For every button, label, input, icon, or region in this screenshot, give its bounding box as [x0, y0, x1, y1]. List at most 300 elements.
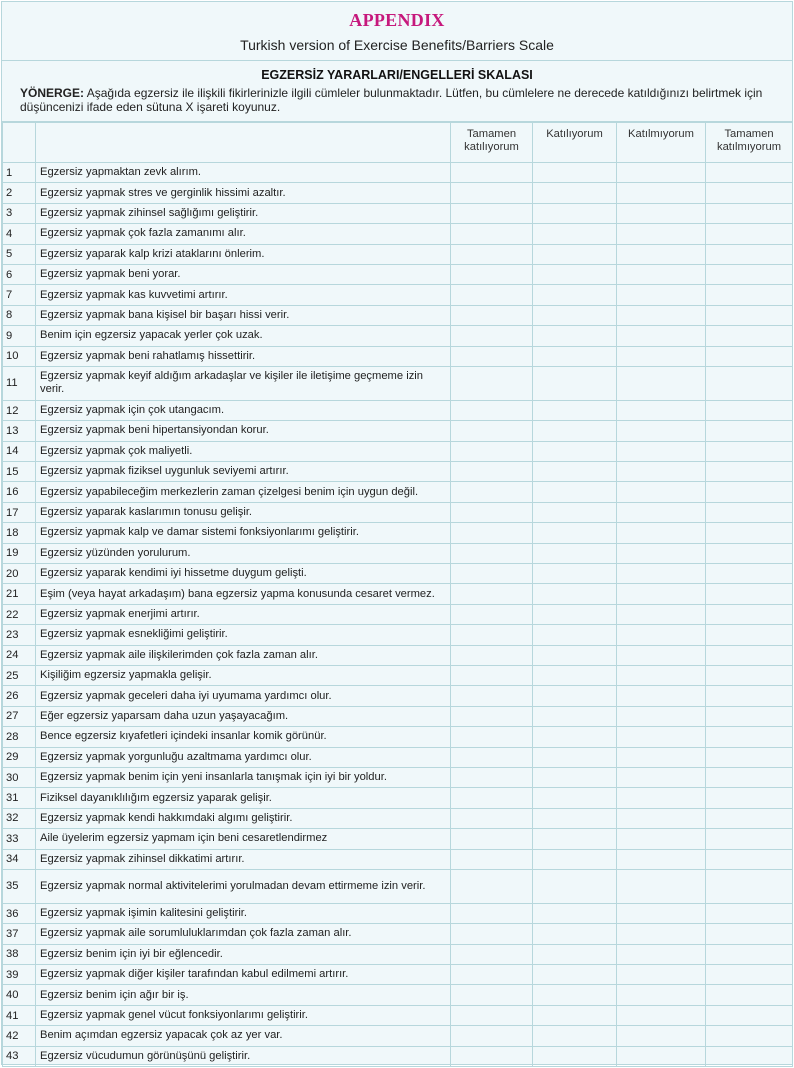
answer-strongly-agree[interactable] — [451, 706, 533, 726]
title-block — [2, 2, 792, 61]
item-number: 43 — [3, 1046, 36, 1066]
item-statement: Egzersiz yapmak diğer kişiler tarafından kabul edilmemi artırır. — [36, 965, 451, 985]
table-row — [3, 645, 793, 665]
answer-disagree[interactable] — [617, 849, 706, 869]
answer-strongly-disagree[interactable] — [706, 462, 793, 482]
answer-agree[interactable] — [533, 400, 617, 420]
answer-disagree[interactable] — [617, 421, 706, 441]
answer-strongly-agree[interactable] — [451, 564, 533, 584]
item-statement: Egzersiz yapmak keyif aldığım arkadaşlar ve kişiler ile iletişime geçmeme izin verir. — [36, 366, 451, 400]
header-statement — [36, 123, 451, 163]
answer-disagree[interactable] — [617, 1026, 706, 1046]
item-number: 35 — [3, 869, 36, 903]
answer-strongly-agree[interactable] — [451, 163, 533, 183]
table-row — [3, 584, 793, 604]
answer-strongly-disagree[interactable] — [706, 1046, 793, 1066]
answer-agree[interactable] — [533, 747, 617, 767]
answer-disagree[interactable] — [617, 400, 706, 420]
item-statement: Egzersiz yapmak enerjimi artırır. — [36, 604, 451, 624]
answer-agree[interactable] — [533, 1026, 617, 1046]
answer-agree[interactable] — [533, 706, 617, 726]
table-row — [3, 829, 793, 849]
table-row — [3, 305, 793, 325]
answer-agree[interactable] — [533, 244, 617, 264]
answer-agree[interactable] — [533, 441, 617, 461]
item-statement: Egzersiz yapmaktan zevk alırım. — [36, 163, 451, 183]
answer-agree[interactable] — [533, 224, 617, 244]
answer-strongly-agree[interactable] — [451, 584, 533, 604]
answer-agree[interactable] — [533, 1005, 617, 1025]
answer-strongly-disagree[interactable] — [706, 543, 793, 563]
answer-strongly-agree[interactable] — [451, 400, 533, 420]
answer-agree[interactable] — [533, 203, 617, 223]
answer-agree[interactable] — [533, 788, 617, 808]
table-row — [3, 869, 793, 903]
table-row — [3, 421, 793, 441]
item-number: 37 — [3, 924, 36, 944]
answer-disagree[interactable] — [617, 346, 706, 366]
item-number: 29 — [3, 747, 36, 767]
item-number: 20 — [3, 564, 36, 584]
item-statement: Egzersiz yapmak stres ve gerginlik hissimi azaltır. — [36, 183, 451, 203]
item-number: 3 — [3, 203, 36, 223]
answer-strongly-disagree[interactable] — [706, 305, 793, 325]
answer-strongly-agree[interactable] — [451, 1005, 533, 1025]
item-number: 19 — [3, 543, 36, 563]
answer-strongly-agree[interactable] — [451, 543, 533, 563]
answer-agree[interactable] — [533, 366, 617, 400]
answer-agree[interactable] — [533, 829, 617, 849]
item-number: 5 — [3, 244, 36, 264]
item-number: 25 — [3, 665, 36, 685]
item-statement: Egzersiz yapmak genel vücut fonksiyonlarımı geliştirir. — [36, 1005, 451, 1025]
item-number: 15 — [3, 462, 36, 482]
table-row — [3, 346, 793, 366]
answer-disagree[interactable] — [617, 686, 706, 706]
answer-agree[interactable] — [533, 665, 617, 685]
answer-strongly-agree[interactable] — [451, 788, 533, 808]
answer-strongly-agree[interactable] — [451, 808, 533, 828]
answer-disagree[interactable] — [617, 965, 706, 985]
item-statement: Egzersiz yapmak fiziksel uygunluk seviyemi artırır. — [36, 462, 451, 482]
answer-strongly-disagree[interactable] — [706, 849, 793, 869]
instruction — [2, 86, 792, 114]
answer-strongly-disagree[interactable] — [706, 183, 793, 203]
answer-strongly-disagree[interactable] — [706, 224, 793, 244]
item-number: 4 — [3, 224, 36, 244]
answer-strongly-disagree[interactable] — [706, 645, 793, 665]
item-statement: Egzersiz yapmak çok maliyetli. — [36, 441, 451, 461]
instruction-label: YÖNERGE: — [20, 86, 85, 100]
answer-disagree[interactable] — [617, 604, 706, 624]
answer-agree[interactable] — [533, 944, 617, 964]
table-row — [3, 502, 793, 522]
appendix-subtitle: Turkish version of Exercise Benefits/Barriers Scale — [240, 37, 554, 53]
item-statement: Eğer egzersiz yaparsam daha uzun yaşayacağım. — [36, 706, 451, 726]
answer-disagree[interactable] — [617, 224, 706, 244]
answer-disagree[interactable] — [617, 564, 706, 584]
answer-strongly-disagree[interactable] — [706, 441, 793, 461]
answer-strongly-disagree[interactable] — [706, 903, 793, 923]
answer-strongly-disagree[interactable] — [706, 985, 793, 1005]
answer-disagree[interactable] — [617, 462, 706, 482]
item-number: 21 — [3, 584, 36, 604]
answer-strongly-disagree[interactable] — [706, 366, 793, 400]
table-row — [3, 244, 793, 264]
answer-strongly-disagree[interactable] — [706, 665, 793, 685]
answer-strongly-agree[interactable] — [451, 767, 533, 787]
item-statement: Egzersiz benim için iyi bir eğlencedir. — [36, 944, 451, 964]
answer-disagree[interactable] — [617, 543, 706, 563]
answer-strongly-disagree[interactable] — [706, 1005, 793, 1025]
answer-strongly-agree[interactable] — [451, 183, 533, 203]
table-row — [3, 727, 793, 747]
answer-strongly-disagree[interactable] — [706, 747, 793, 767]
answer-disagree[interactable] — [617, 747, 706, 767]
item-statement: Egzersiz yapmak işimin kalitesini geliştirir. — [36, 903, 451, 923]
item-number: 2 — [3, 183, 36, 203]
answer-strongly-agree[interactable] — [451, 264, 533, 284]
answer-strongly-agree[interactable] — [451, 747, 533, 767]
answer-disagree[interactable] — [617, 326, 706, 346]
answer-strongly-agree[interactable] — [451, 686, 533, 706]
answer-strongly-disagree[interactable] — [706, 1026, 793, 1046]
item-number: 26 — [3, 686, 36, 706]
answer-disagree[interactable] — [617, 727, 706, 747]
table-row — [3, 1026, 793, 1046]
answer-strongly-agree[interactable] — [451, 1026, 533, 1046]
item-number: 36 — [3, 903, 36, 923]
answer-strongly-disagree[interactable] — [706, 346, 793, 366]
item-number: 1 — [3, 163, 36, 183]
answer-strongly-disagree[interactable] — [706, 604, 793, 624]
table-row — [3, 523, 793, 543]
table-row — [3, 665, 793, 685]
answer-disagree[interactable] — [617, 625, 706, 645]
answer-strongly-disagree[interactable] — [706, 686, 793, 706]
answer-agree[interactable] — [533, 346, 617, 366]
answer-strongly-agree[interactable] — [451, 462, 533, 482]
table-row — [3, 767, 793, 787]
answer-agree[interactable] — [533, 543, 617, 563]
table-row — [3, 849, 793, 869]
answer-disagree[interactable] — [617, 706, 706, 726]
table-row — [3, 625, 793, 645]
answer-disagree[interactable] — [617, 903, 706, 923]
item-statement: Egzersiz yapmak kalp ve damar sistemi fonksiyonlarımı geliştirir. — [36, 523, 451, 543]
answer-disagree[interactable] — [617, 645, 706, 665]
answer-agree[interactable] — [533, 421, 617, 441]
item-statement: Egzersiz yaparak kendimi iyi hissetme duygum gelişti. — [36, 564, 451, 584]
answer-strongly-agree[interactable] — [451, 441, 533, 461]
answer-strongly-disagree[interactable] — [706, 502, 793, 522]
answer-agree[interactable] — [533, 462, 617, 482]
table-row — [3, 366, 793, 400]
item-statement: Egzersiz benim için ağır bir iş. — [36, 985, 451, 1005]
answer-agree[interactable] — [533, 564, 617, 584]
answer-strongly-disagree[interactable] — [706, 808, 793, 828]
answer-agree[interactable] — [533, 808, 617, 828]
answer-strongly-agree[interactable] — [451, 326, 533, 346]
table-row — [3, 441, 793, 461]
item-statement: Egzersiz yapmak esnekliğimi geliştirir. — [36, 625, 451, 645]
answer-disagree[interactable] — [617, 441, 706, 461]
answer-strongly-agree[interactable] — [451, 523, 533, 543]
answer-strongly-agree[interactable] — [451, 244, 533, 264]
answer-strongly-agree[interactable] — [451, 604, 533, 624]
item-statement: Benim açımdan egzersiz yapacak çok az yer var. — [36, 1026, 451, 1046]
table-row — [3, 706, 793, 726]
answer-disagree[interactable] — [617, 305, 706, 325]
item-statement: Bence egzersiz kıyafetleri içindeki insanlar komik görünür. — [36, 727, 451, 747]
answer-strongly-disagree[interactable] — [706, 625, 793, 645]
answer-agree[interactable] — [533, 183, 617, 203]
answer-agree[interactable] — [533, 625, 617, 645]
table-row — [3, 400, 793, 420]
table-row — [3, 686, 793, 706]
item-number: 38 — [3, 944, 36, 964]
answer-strongly-disagree[interactable] — [706, 767, 793, 787]
item-statement: Egzersiz yapabileceğim merkezlerin zaman çizelgesi benim için uygun değil. — [36, 482, 451, 502]
answer-strongly-disagree[interactable] — [706, 965, 793, 985]
table-row — [3, 462, 793, 482]
answer-strongly-disagree[interactable] — [706, 523, 793, 543]
answer-strongly-agree[interactable] — [451, 985, 533, 1005]
answer-disagree[interactable] — [617, 482, 706, 502]
answer-strongly-disagree[interactable] — [706, 264, 793, 284]
answer-strongly-disagree[interactable] — [706, 421, 793, 441]
table-row — [3, 1046, 793, 1066]
item-statement: Egzersiz yapmak normal aktivitelerimi yorulmadan devam ettirmeme izin verir. — [36, 869, 451, 903]
answer-agree[interactable] — [533, 305, 617, 325]
answer-agree[interactable] — [533, 1046, 617, 1066]
answer-disagree[interactable] — [617, 767, 706, 787]
document-page — [1, 1, 793, 1065]
item-statement: Egzersiz yapmak geceleri daha iyi uyumama yardımcı olur. — [36, 686, 451, 706]
item-rows — [3, 163, 793, 1067]
item-number: 7 — [3, 285, 36, 305]
answer-strongly-disagree[interactable] — [706, 706, 793, 726]
answer-disagree[interactable] — [617, 944, 706, 964]
scale-header — [2, 61, 792, 122]
table-row — [3, 788, 793, 808]
answer-strongly-disagree[interactable] — [706, 203, 793, 223]
item-number: 17 — [3, 502, 36, 522]
answer-agree[interactable] — [533, 285, 617, 305]
answer-strongly-agree[interactable] — [451, 285, 533, 305]
answer-strongly-agree[interactable] — [451, 965, 533, 985]
answer-disagree[interactable] — [617, 808, 706, 828]
answer-agree[interactable] — [533, 264, 617, 284]
answer-agree[interactable] — [533, 502, 617, 522]
answer-disagree[interactable] — [617, 1046, 706, 1066]
answer-agree[interactable] — [533, 482, 617, 502]
table-row — [3, 482, 793, 502]
answer-disagree[interactable] — [617, 924, 706, 944]
answer-agree[interactable] — [533, 965, 617, 985]
header-number — [3, 123, 36, 163]
answer-strongly-agree[interactable] — [451, 924, 533, 944]
appendix-title: APPENDIX — [349, 10, 445, 30]
answer-strongly-agree[interactable] — [451, 305, 533, 325]
answer-disagree[interactable] — [617, 985, 706, 1005]
item-number: 31 — [3, 788, 36, 808]
answer-disagree[interactable] — [617, 584, 706, 604]
answer-agree[interactable] — [533, 326, 617, 346]
item-statement: Egzersiz yüzünden yorulurum. — [36, 543, 451, 563]
answer-strongly-agree[interactable] — [451, 849, 533, 869]
table-row — [3, 224, 793, 244]
answer-disagree[interactable] — [617, 829, 706, 849]
item-statement: Egzersiz vücudumun görünüşünü geliştirir. — [36, 1046, 451, 1066]
item-number: 12 — [3, 400, 36, 420]
item-number: 28 — [3, 727, 36, 747]
answer-disagree[interactable] — [617, 264, 706, 284]
table-row — [3, 965, 793, 985]
table-row — [3, 543, 793, 563]
answer-strongly-disagree[interactable] — [706, 944, 793, 964]
answer-agree[interactable] — [533, 985, 617, 1005]
answer-strongly-agree[interactable] — [451, 482, 533, 502]
item-number: 22 — [3, 604, 36, 624]
answer-strongly-agree[interactable] — [451, 869, 533, 903]
item-statement: Egzersiz yapmak beni hipertansiyondan korur. — [36, 421, 451, 441]
answer-strongly-disagree[interactable] — [706, 869, 793, 903]
answer-strongly-agree[interactable] — [451, 903, 533, 923]
column-header-disagree: Katılmıyorum — [617, 123, 706, 163]
answer-disagree[interactable] — [617, 203, 706, 223]
item-statement: Egzersiz yapmak kas kuvvetimi artırır. — [36, 285, 451, 305]
answer-disagree[interactable] — [617, 1005, 706, 1025]
answer-agree[interactable] — [533, 767, 617, 787]
item-number: 40 — [3, 985, 36, 1005]
answer-strongly-disagree[interactable] — [706, 564, 793, 584]
column-header-agree: Katılıyorum — [533, 123, 617, 163]
item-number: 11 — [3, 366, 36, 400]
answer-strongly-agree[interactable] — [451, 645, 533, 665]
answer-strongly-disagree[interactable] — [706, 584, 793, 604]
answer-agree[interactable] — [533, 903, 617, 923]
item-number: 8 — [3, 305, 36, 325]
answer-disagree[interactable] — [617, 869, 706, 903]
answer-disagree[interactable] — [617, 163, 706, 183]
table-row — [3, 747, 793, 767]
answer-strongly-disagree[interactable] — [706, 285, 793, 305]
table-row — [3, 985, 793, 1005]
answer-disagree[interactable] — [617, 244, 706, 264]
item-statement: Egzersiz yapmak aile ilişkilerimden çok fazla zaman alır. — [36, 645, 451, 665]
answer-strongly-agree[interactable] — [451, 944, 533, 964]
answer-strongly-agree[interactable] — [451, 625, 533, 645]
item-number: 23 — [3, 625, 36, 645]
answer-agree[interactable] — [533, 849, 617, 869]
answer-strongly-disagree[interactable] — [706, 727, 793, 747]
instruction-text: Aşağıda egzersiz ile ilişkili fikirlerinizle ilgili cümleler bulunmaktadır. Lütfen, bu cümlelere ne derecede katıldığınızı belirtmek için düşüncenizi ifade eden sütuna X işareti koyunuz. — [20, 86, 763, 114]
answer-strongly-disagree[interactable] — [706, 788, 793, 808]
answer-disagree[interactable] — [617, 285, 706, 305]
answer-disagree[interactable] — [617, 366, 706, 400]
answer-agree[interactable] — [533, 869, 617, 903]
table-row — [3, 264, 793, 284]
answer-strongly-disagree[interactable] — [706, 400, 793, 420]
answer-agree[interactable] — [533, 645, 617, 665]
item-statement: Kişiliğim egzersiz yapmakla gelişir. — [36, 665, 451, 685]
answer-strongly-agree[interactable] — [451, 1046, 533, 1066]
answer-strongly-disagree[interactable] — [706, 163, 793, 183]
item-statement: Eşim (veya hayat arkadaşım) bana egzersiz yapma konusunda cesaret vermez. — [36, 584, 451, 604]
answer-strongly-disagree[interactable] — [706, 924, 793, 944]
answer-strongly-agree[interactable] — [451, 203, 533, 223]
answer-strongly-agree[interactable] — [451, 346, 533, 366]
table-row — [3, 903, 793, 923]
answer-agree[interactable] — [533, 604, 617, 624]
item-number: 27 — [3, 706, 36, 726]
item-statement: Egzersiz yapmak bana kişisel bir başarı hissi verir. — [36, 305, 451, 325]
scale-table — [2, 122, 793, 1067]
item-statement: Egzersiz yapmak zihinsel dikkatimi artırır. — [36, 849, 451, 869]
answer-strongly-agree[interactable] — [451, 366, 533, 400]
answer-strongly-agree[interactable] — [451, 829, 533, 849]
item-number: 33 — [3, 829, 36, 849]
item-statement: Egzersiz yapmak aile sorumluluklarımdan çok fazla zaman alır. — [36, 924, 451, 944]
item-statement: Egzersiz yapmak beni yorar. — [36, 264, 451, 284]
answer-strongly-agree[interactable] — [451, 727, 533, 747]
answer-strongly-disagree[interactable] — [706, 482, 793, 502]
item-number: 41 — [3, 1005, 36, 1025]
item-statement: Egzersiz yapmak çok fazla zamanımı alır. — [36, 224, 451, 244]
column-header-strongly-agree: Tamamen katılıyorum — [451, 123, 533, 163]
answer-agree[interactable] — [533, 686, 617, 706]
answer-disagree[interactable] — [617, 665, 706, 685]
answer-agree[interactable] — [533, 924, 617, 944]
item-number: 42 — [3, 1026, 36, 1046]
item-statement: Benim için egzersiz yapacak yerler çok uzak. — [36, 326, 451, 346]
item-number: 30 — [3, 767, 36, 787]
table-row — [3, 1005, 793, 1025]
answer-strongly-agree[interactable] — [451, 502, 533, 522]
answer-strongly-agree[interactable] — [451, 224, 533, 244]
table-row — [3, 924, 793, 944]
item-statement: Egzersiz yaparak kalp krizi ataklarını önlerim. — [36, 244, 451, 264]
answer-disagree[interactable] — [617, 788, 706, 808]
answer-agree[interactable] — [533, 727, 617, 747]
item-statement: Egzersiz yapmak benim için yeni insanlarla tanışmak için iyi bir yoldur. — [36, 767, 451, 787]
table-row — [3, 183, 793, 203]
answer-agree[interactable] — [533, 523, 617, 543]
item-number: 39 — [3, 965, 36, 985]
answer-disagree[interactable] — [617, 502, 706, 522]
answer-strongly-disagree[interactable] — [706, 829, 793, 849]
answer-strongly-agree[interactable] — [451, 665, 533, 685]
answer-disagree[interactable] — [617, 183, 706, 203]
answer-strongly-agree[interactable] — [451, 421, 533, 441]
item-number: 6 — [3, 264, 36, 284]
item-statement: Aile üyelerim egzersiz yapmam için beni cesaretlendirmez — [36, 829, 451, 849]
table-row — [3, 944, 793, 964]
answer-agree[interactable] — [533, 584, 617, 604]
item-number: 13 — [3, 421, 36, 441]
item-statement: Egzersiz yapmak zihinsel sağlığımı geliştirir. — [36, 203, 451, 223]
table-row — [3, 326, 793, 346]
item-statement: Fiziksel dayanıklılığım egzersiz yaparak gelişir. — [36, 788, 451, 808]
item-number: 24 — [3, 645, 36, 665]
answer-disagree[interactable] — [617, 523, 706, 543]
answer-strongly-disagree[interactable] — [706, 326, 793, 346]
answer-agree[interactable] — [533, 163, 617, 183]
table-row — [3, 163, 793, 183]
answer-strongly-disagree[interactable] — [706, 244, 793, 264]
scale-title: EGZERSİZ YARARLARI/ENGELLERİ SKALASI — [261, 68, 533, 82]
